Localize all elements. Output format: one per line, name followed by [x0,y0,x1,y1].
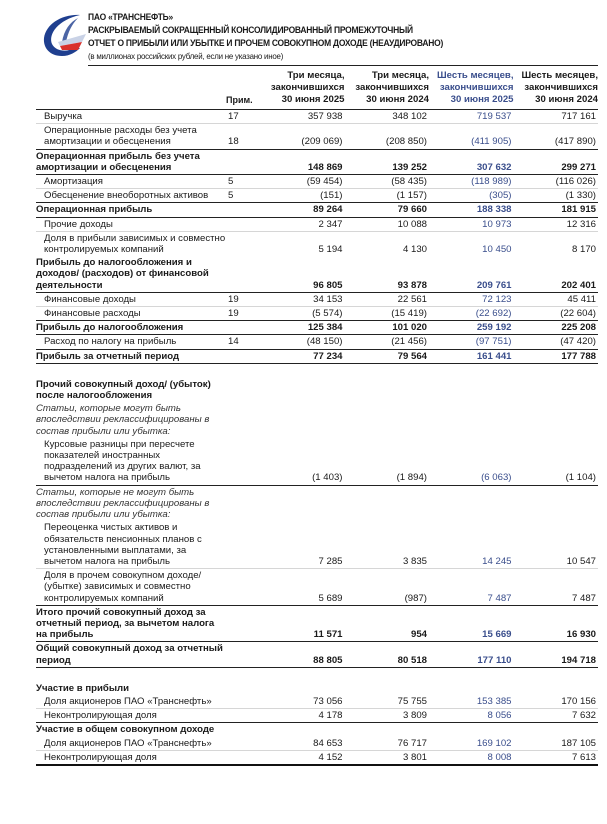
row-income-tax: Расход по налогу на прибыль 14 (48 150) (21 456) (97 751) (47 420) [36,335,598,349]
row-tci-attributable-heading: Участие в общем совокупном доходе [36,724,215,736]
column-header-3m-2024: Три месяца, закончившихся 30 июня 2024 [345,70,430,110]
row-profit-shareholders: Доля акционеров ПАО «Транснефть» 73 056 75 755 153 385 170 156 [36,695,598,709]
report-title-line2: ОТЧЕТ О ПРИБЫЛИ ИЛИ УБЫТКЕ И ПРОЧЕМ СОВОКУПНОМ ДОХОДЕ (НЕАУДИРОВАНО) [88,38,444,48]
column-header-6m-2024: Шесть месяцев, закончившихся 30 июня 2024 [514,70,599,110]
row-impairment: Обесценение внеоборотных активов 5 (151) (1 157) (305) (1 330) [36,189,598,203]
row-profit-nci: Неконтролирующая доля 4 178 3 809 8 056 7 632 [36,709,598,723]
spacer [36,363,598,378]
row-oci-heading: Прочий совокупный доход/ (убыток) после налогообложения [36,378,211,402]
row-other-income: Прочие доходы 2 347 10 088 10 973 12 316 [36,217,598,231]
row-finance-costs: Финансовые расходы 19 (5 574) (15 419) (22 692) (22 604) [36,307,598,321]
report-title-line1: РАСКРЫВАЕМЫЙ СОКРАЩЕННЫЙ КОНСОЛИДИРОВАННЫЙ ПРОМЕЖУТОЧНЫЙ [88,25,413,35]
row-share-of-associates-profit: Доля в прибыли зависимых и совместно контролируемых компаний 5 194 4 130 10 450 8 170 [44,232,596,256]
row-tci-nci: Неконтролирующая доля 4 152 3 801 8 008 7 613 [36,750,598,765]
row-operating-expenses: Операционные расходы без учета амортизации и обесценения 18 (209 069) (208 850) (411 905) (417 890) [36,124,598,149]
row-revenue: Выручка 17 357 938 348 102 719 537 717 161 [36,110,598,124]
row-share-of-associates-oci: Доля в прочем совокупном доходе/ (убытке) зависимых и совместно контролируемых компаний 5 689 (987) 7 487 7 487 [36,569,598,606]
row-profit-attributable-heading: Участие в прибыли [36,682,130,694]
company-name: ПАО «ТРАНСНЕФТЬ» [88,12,173,22]
spacer [36,667,598,682]
note-column-header: Прим. [226,70,260,110]
row-total-comprehensive-income: Общий совокупный доход за отчетный период 88 805 80 518 177 110 194 718 [36,643,596,666]
row-finance-income: Финансовые доходы 19 34 153 22 561 72 123 45 411 [36,292,598,306]
row-profit-before-tax-and-finance: Прибыль до налогообложения и доходов/ (расходов) от финансовой деятельности 96 805 93 878 209 761 202 401 [36,257,596,291]
row-pension-remeasurement: Переоценка чистых активов и обязательств пенсионных планов с установленными выплатами, за вычетом налога на прибыль 7 285 3 835 14 245 10 547 [36,521,598,568]
row-total-oci: Итого прочий совокупный доход за отчетный период, за вычетом налога на прибыль 11 571 954 15 669 16 930 [36,606,596,641]
row-ebitda: Операционная прибыль без учета амортизации и обесценения 148 869 139 252 307 632 299 271 [36,150,596,173]
income-statement-table [36,70,598,766]
row-depreciation: Амортизация 5 (59 454) (58 435) (118 989) (116 026) [36,175,598,189]
row-operating-profit: Операционная прибыль 89 264 79 660 188 338 181 915 [36,204,596,216]
header-divider [88,65,598,66]
row-fx-translation: Курсовые разницы при пересчете показателей иностранных подразделений из других валют, за вычетом налога на прибыль (1 403) (1 894) (6 063) (1 104) [36,438,598,485]
column-header-6m-2025: Шесть месяцев, закончившихся 30 июня 2025 [429,70,514,110]
row-profit-for-period: Прибыль за отчетный период 77 234 79 564 161 441 177 788 [36,350,596,362]
row-non-reclassifiable-heading: Статьи, которые не могут быть впоследствии реклассифицированы в состав прибыли или убытка: [36,486,210,521]
transneft-logo-icon [40,12,90,58]
column-header-3m-2025: Три месяца, закончившихся 30 июня 2025 [260,70,345,110]
row-tci-shareholders: Доля акционеров ПАО «Транснефть» 84 653 76 717 169 102 187 105 [36,737,598,751]
units-note: (в миллионах российских рублей, если не указано иное) [88,51,284,61]
column-header-row [36,70,598,110]
label-column-header [36,70,226,110]
report-header [0,0,607,66]
row-profit-before-tax: Прибыль до налогообложения 125 384 101 020 259 192 225 208 [36,322,596,334]
row-reclassifiable-heading: Статьи, которые могут быть впоследствии реклассифицированы в состав прибыли или убытка: [36,403,210,437]
